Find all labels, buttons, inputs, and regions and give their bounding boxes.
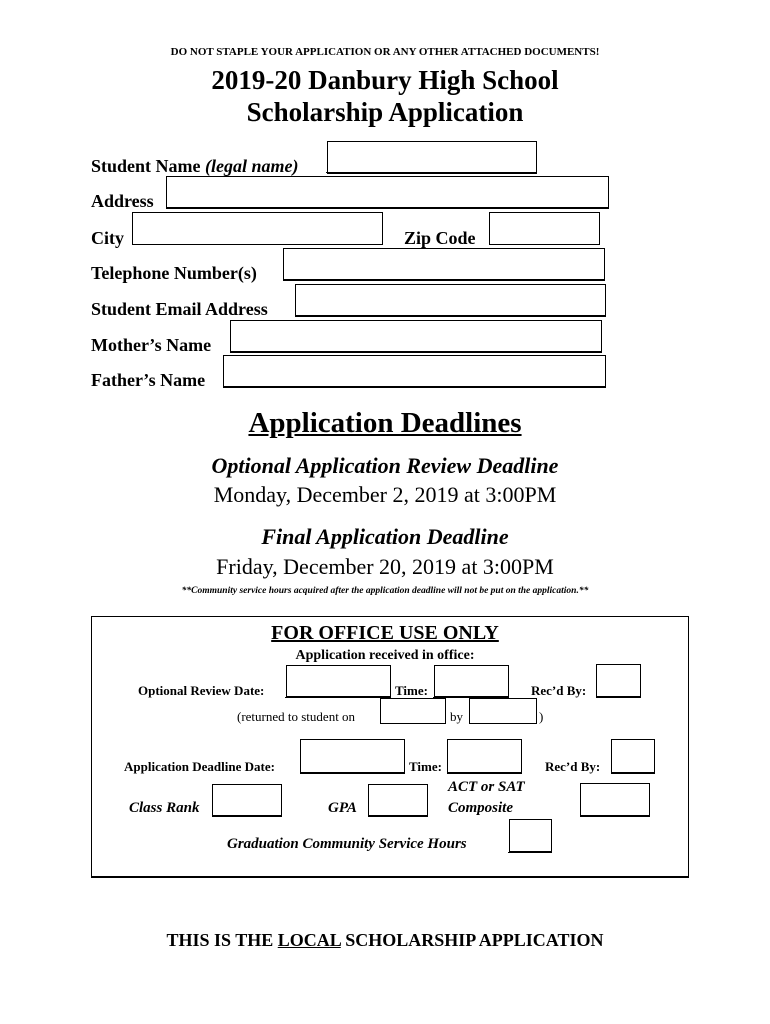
legal-name-note: (legal name) <box>205 156 299 176</box>
returned-close-paren: ) <box>539 709 544 724</box>
deadline-time-label: Time: <box>409 759 442 774</box>
optional-recd-by-label: Rec’d By: <box>531 683 587 698</box>
optional-time-label: Time: <box>395 683 428 698</box>
gpa-label: GPA <box>328 800 357 816</box>
city-field[interactable] <box>132 212 383 245</box>
app-deadline-date-label: Application Deadline Date: <box>124 759 275 774</box>
gpa-field[interactable] <box>368 784 428 816</box>
father-name-field[interactable] <box>223 355 606 388</box>
deadlines-heading: Application Deadlines <box>248 407 522 439</box>
address-label: Address <box>91 191 154 211</box>
page-title: 2019-20 Danbury High School <box>211 65 559 95</box>
returned-date-field[interactable] <box>380 698 446 724</box>
deadline-time-underline <box>447 773 522 774</box>
office-use-heading: FOR OFFICE USE ONLY <box>271 622 499 644</box>
page-subtitle: Scholarship Application <box>246 97 524 127</box>
optional-review-date-underline <box>285 697 391 698</box>
staple-notice: DO NOT STAPLE YOUR APPLICATION OR ANY OTHER ATTACHED DOCUMENTS! <box>170 46 600 58</box>
email-label: Student Email Address <box>91 299 268 319</box>
student-name-field[interactable] <box>327 141 537 174</box>
returned-to-student-label: (returned to student on <box>237 709 356 724</box>
returned-by-label: by <box>450 709 463 724</box>
class-rank-field[interactable] <box>212 784 282 816</box>
footer-statement: THIS IS THE LOCAL SCHOLARSHIP APPLICATION <box>166 930 604 950</box>
grad-service-hours-label: Graduation Community Service Hours <box>227 836 467 852</box>
zip-field[interactable] <box>489 212 600 245</box>
class-rank-label: Class Rank <box>129 800 200 816</box>
optional-deadline-title: Optional Application Review Deadline <box>211 453 559 478</box>
app-deadline-date-field[interactable] <box>300 739 405 773</box>
optional-review-date-field[interactable] <box>286 665 391 697</box>
optional-time-field[interactable] <box>434 665 509 697</box>
footer-local-emphasis: LOCAL <box>277 930 341 950</box>
optional-review-date-label: Optional Review Date: <box>138 683 265 698</box>
deadline-recd-by-field[interactable] <box>611 739 655 773</box>
act-sat-label: ACT or SAT <box>448 779 525 795</box>
student-name-label: Student Name (legal name) <box>91 156 299 176</box>
address-field[interactable] <box>166 176 609 209</box>
act-sat-underline <box>580 816 650 817</box>
community-service-note: **Community service hours acquired after the application deadline will not be put on the application.** <box>181 586 589 596</box>
received-in-office-label: Application received in office: <box>295 648 475 663</box>
app-deadline-date-underline <box>300 773 405 774</box>
telephone-field[interactable] <box>283 248 605 281</box>
act-sat-field[interactable] <box>580 783 650 816</box>
grad-service-hours-field[interactable] <box>509 819 552 852</box>
mother-name-label: Mother’s Name <box>91 335 212 355</box>
optional-recd-by-underline <box>596 697 641 698</box>
composite-label: Composite <box>448 800 514 816</box>
deadline-recd-by-underline <box>611 773 655 774</box>
returned-by-field[interactable] <box>469 698 537 724</box>
final-deadline-date: Friday, December 20, 2019 at 3:00PM <box>216 554 554 579</box>
grad-service-hours-underline <box>508 852 552 853</box>
mother-name-field[interactable] <box>230 320 602 353</box>
city-label: City <box>91 228 124 248</box>
deadline-recd-by-label: Rec’d By: <box>545 759 601 774</box>
gpa-underline <box>368 816 428 817</box>
final-deadline-title: Final Application Deadline <box>261 524 509 549</box>
class-rank-underline <box>212 816 282 817</box>
optional-recd-by-field[interactable] <box>596 664 641 697</box>
deadline-time-field[interactable] <box>447 739 522 773</box>
father-name-label: Father’s Name <box>91 370 206 390</box>
zip-label: Zip Code <box>404 228 476 248</box>
telephone-label: Telephone Number(s) <box>91 263 257 283</box>
optional-deadline-date: Monday, December 2, 2019 at 3:00PM <box>213 482 557 507</box>
email-field[interactable] <box>295 284 606 317</box>
